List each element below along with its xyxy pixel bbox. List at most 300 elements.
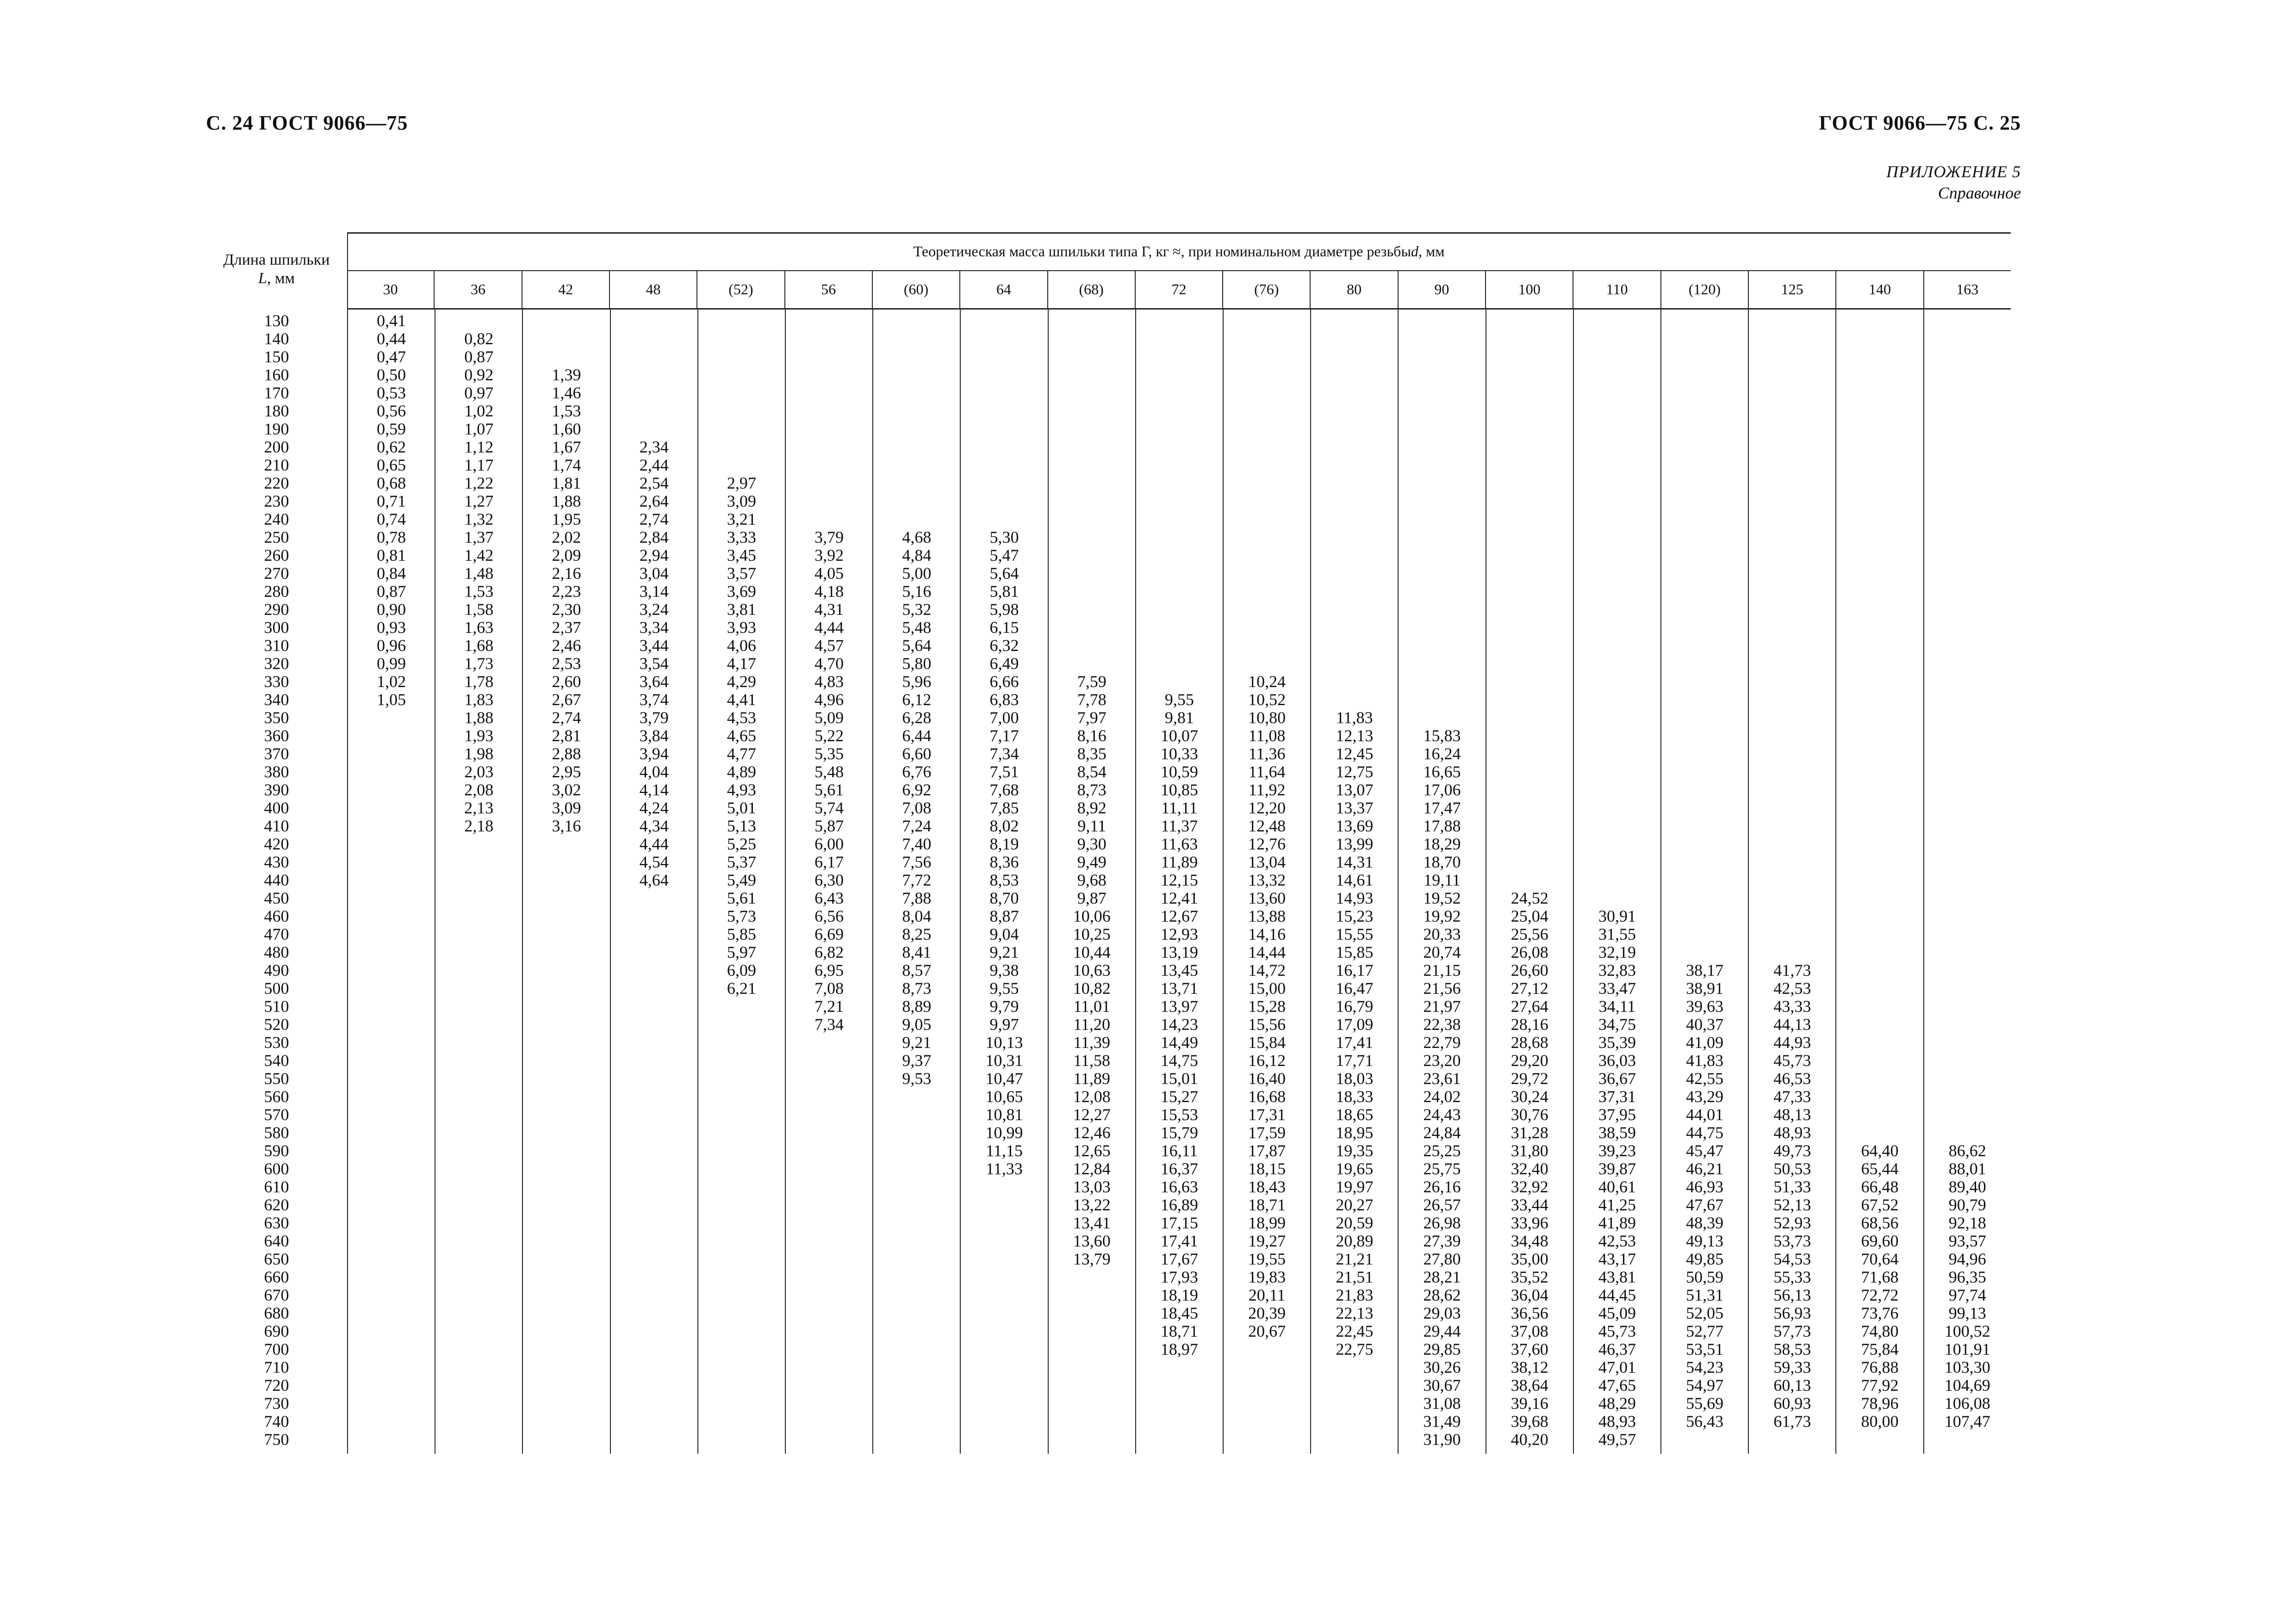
empty-cell xyxy=(1836,925,1923,943)
mass-value: 4,41 xyxy=(727,690,756,709)
empty-cell xyxy=(1311,528,1398,546)
empty-cell xyxy=(1136,456,1223,474)
empty-cell xyxy=(1049,348,1135,366)
empty-cell xyxy=(961,330,1047,348)
empty-cell xyxy=(1836,1106,1923,1124)
mass-value: 31,55 xyxy=(1598,925,1636,943)
diameter-header: 48 xyxy=(609,270,696,308)
mass-value: 15,79 xyxy=(1160,1123,1198,1142)
mass-value: 0,82 xyxy=(464,329,494,348)
empty-cell xyxy=(1574,763,1660,781)
mass-table xyxy=(206,232,2011,1454)
length-value: 460 xyxy=(264,907,289,925)
mass-value: 6,56 xyxy=(814,907,844,925)
mass-value: 25,56 xyxy=(1511,925,1548,943)
mass-value: 15,53 xyxy=(1160,1105,1198,1124)
mass-value: 1,02 xyxy=(464,402,494,420)
empty-cell xyxy=(1311,384,1398,402)
empty-cell xyxy=(873,402,960,420)
length-value: 740 xyxy=(264,1412,289,1431)
mass-value: 75,84 xyxy=(1861,1340,1899,1358)
empty-cell xyxy=(1836,348,1923,366)
mass-value: 16,68 xyxy=(1248,1087,1286,1106)
mass-value: 42,53 xyxy=(1598,1232,1636,1250)
mass-value: 6,09 xyxy=(727,961,756,979)
mass-value: 3,09 xyxy=(727,492,756,510)
mass-value: 40,61 xyxy=(1598,1178,1636,1196)
mass-value: 24,84 xyxy=(1423,1123,1461,1142)
empty-cell xyxy=(1924,1052,2011,1070)
mass-value: 49,57 xyxy=(1598,1430,1636,1449)
empty-cell xyxy=(1311,492,1398,510)
mass-value: 1,88 xyxy=(464,708,494,727)
mass-value: 54,97 xyxy=(1686,1376,1724,1395)
empty-cell xyxy=(1049,456,1135,474)
mass-value: 3,34 xyxy=(639,618,669,637)
empty-cell xyxy=(1836,619,1923,637)
mass-value: 60,93 xyxy=(1773,1394,1811,1413)
appendix-title: ПРИЛОЖЕНИЕ 5 xyxy=(1886,162,2021,181)
mass-value: 90,79 xyxy=(1948,1196,1986,1214)
empty-cell xyxy=(1836,330,1923,348)
empty-cell xyxy=(1924,637,2011,655)
mass-value: 7,88 xyxy=(902,889,932,907)
empty-cell xyxy=(1749,456,1835,474)
empty-cell xyxy=(1399,420,1485,438)
mass-value: 52,05 xyxy=(1686,1304,1724,1322)
empty-cell xyxy=(1574,637,1660,655)
mass-value: 27,12 xyxy=(1511,979,1548,998)
empty-cell xyxy=(1486,366,1573,384)
mass-value: 39,87 xyxy=(1598,1159,1636,1178)
mass-value: 6,17 xyxy=(814,853,844,871)
empty-cell xyxy=(1486,619,1573,637)
mass-value: 6,30 xyxy=(814,871,844,889)
mass-value: 10,06 xyxy=(1073,907,1111,925)
mass-value: 4,24 xyxy=(639,799,669,817)
empty-cell xyxy=(1049,546,1135,564)
mass-value: 0,41 xyxy=(377,311,406,330)
length-value: 600 xyxy=(264,1159,289,1178)
mass-value: 7,59 xyxy=(1077,672,1107,691)
mass-value: 38,17 xyxy=(1686,961,1724,979)
mass-value: 11,64 xyxy=(1248,762,1286,781)
mass-value: 9,79 xyxy=(989,997,1019,1016)
mass-value: 3,02 xyxy=(552,781,581,799)
mass-value: 13,60 xyxy=(1248,889,1286,907)
empty-cell xyxy=(1661,853,1748,871)
mass-value: 7,72 xyxy=(902,871,932,889)
empty-cell xyxy=(1311,366,1398,384)
mass-value: 0,47 xyxy=(377,347,406,366)
empty-cell xyxy=(1661,817,1748,835)
empty-cell xyxy=(1574,889,1660,907)
empty-cell xyxy=(1661,601,1748,619)
empty-cell xyxy=(1661,637,1748,655)
empty-cell xyxy=(1661,312,1748,330)
mass-value: 19,83 xyxy=(1248,1268,1286,1286)
mass-value: 1,78 xyxy=(464,672,494,691)
empty-cell xyxy=(1574,474,1660,492)
diameter-header: (68) xyxy=(1047,270,1135,308)
empty-cell xyxy=(1661,745,1748,763)
empty-cell xyxy=(611,312,697,330)
empty-cell xyxy=(1224,655,1310,673)
mass-value: 3,54 xyxy=(639,654,669,673)
length-value: 260 xyxy=(264,546,289,564)
mass-value: 13,32 xyxy=(1248,871,1286,889)
empty-cell xyxy=(1486,745,1573,763)
mass-value: 16,24 xyxy=(1423,744,1461,763)
mass-value: 3,79 xyxy=(639,708,669,727)
mass-value: 3,69 xyxy=(727,582,756,601)
empty-cell xyxy=(1836,1088,1923,1106)
mass-value: 4,70 xyxy=(814,654,844,673)
mass-value: 9,53 xyxy=(902,1069,932,1088)
empty-cell xyxy=(1486,637,1573,655)
empty-cell xyxy=(1399,655,1485,673)
empty-cell xyxy=(961,402,1047,420)
empty-cell xyxy=(873,492,960,510)
mass-value: 8,54 xyxy=(1077,762,1107,781)
mass-value: 68,56 xyxy=(1861,1214,1899,1232)
mass-value: 24,43 xyxy=(1423,1105,1461,1124)
empty-cell xyxy=(1924,1124,2011,1142)
mass-value: 0,81 xyxy=(377,546,406,564)
mass-value: 7,21 xyxy=(814,997,844,1016)
empty-cell xyxy=(698,402,785,420)
empty-cell xyxy=(1924,655,2011,673)
empty-cell xyxy=(1136,601,1223,619)
mass-value: 49,13 xyxy=(1686,1232,1724,1250)
empty-cell xyxy=(1311,619,1398,637)
mass-value: 9,55 xyxy=(989,979,1019,998)
mass-value: 0,56 xyxy=(377,402,406,420)
empty-cell xyxy=(1836,673,1923,691)
mass-value: 6,32 xyxy=(989,636,1019,655)
empty-cell xyxy=(1136,384,1223,402)
empty-cell xyxy=(961,510,1047,528)
mass-value: 16,12 xyxy=(1248,1051,1286,1070)
empty-cell xyxy=(1836,907,1923,925)
mass-value: 11,89 xyxy=(1161,853,1198,871)
mass-value: 4,83 xyxy=(814,672,844,691)
empty-cell xyxy=(1749,637,1835,655)
length-value: 390 xyxy=(264,781,289,799)
mass-value: 33,44 xyxy=(1511,1196,1548,1214)
mass-value: 5,00 xyxy=(902,564,932,583)
empty-cell xyxy=(1836,871,1923,889)
empty-cell xyxy=(1049,402,1135,420)
mass-value: 8,70 xyxy=(989,889,1019,907)
mass-value: 25,75 xyxy=(1423,1159,1461,1178)
mass-value: 0,97 xyxy=(464,384,494,402)
mass-value: 26,57 xyxy=(1423,1196,1461,1214)
mass-value: 56,13 xyxy=(1773,1286,1811,1304)
length-value: 560 xyxy=(264,1087,289,1106)
empty-cell xyxy=(1749,691,1835,709)
mass-value: 46,37 xyxy=(1598,1340,1636,1358)
mass-value: 15,27 xyxy=(1160,1087,1198,1106)
mass-value: 9,97 xyxy=(989,1015,1019,1034)
mass-value: 8,19 xyxy=(989,835,1019,853)
mass-value: 16,11 xyxy=(1161,1141,1198,1160)
mass-value: 6,83 xyxy=(989,690,1019,709)
empty-cell xyxy=(1486,564,1573,583)
mass-value: 31,49 xyxy=(1423,1412,1461,1431)
mass-value: 39,68 xyxy=(1511,1412,1548,1431)
mass-value: 9,11 xyxy=(1077,817,1107,835)
mass-value: 10,44 xyxy=(1073,943,1111,961)
empty-cell xyxy=(1574,673,1660,691)
empty-cell xyxy=(1924,853,2011,871)
mass-value: 4,17 xyxy=(727,654,756,673)
empty-cell xyxy=(1661,528,1748,546)
diameter-header: 125 xyxy=(1748,270,1835,308)
mass-value: 7,97 xyxy=(1077,708,1107,727)
empty-cell xyxy=(1836,438,1923,456)
mass-value: 13,04 xyxy=(1248,853,1286,871)
mass-header-var: d xyxy=(1411,242,1418,260)
empty-cell xyxy=(698,348,785,366)
mass-value: 7,34 xyxy=(814,1015,844,1034)
length-value: 620 xyxy=(264,1196,289,1214)
mass-value: 9,49 xyxy=(1077,853,1107,871)
length-value: 540 xyxy=(264,1051,289,1070)
empty-cell xyxy=(1136,564,1223,583)
mass-column xyxy=(1398,308,1485,1454)
empty-cell xyxy=(1136,312,1223,330)
mass-value: 2,18 xyxy=(464,817,494,835)
mass-value: 11,58 xyxy=(1073,1051,1111,1070)
mass-value: 44,45 xyxy=(1598,1286,1636,1304)
length-value: 220 xyxy=(264,474,289,492)
mass-value: 47,65 xyxy=(1598,1376,1636,1395)
mass-value: 26,98 xyxy=(1423,1214,1461,1232)
mass-value: 1,05 xyxy=(377,690,406,709)
mass-value: 56,93 xyxy=(1773,1304,1811,1322)
empty-cell xyxy=(1749,366,1835,384)
mass-value: 13,69 xyxy=(1336,817,1374,835)
empty-cell xyxy=(1749,925,1835,943)
mass-value: 12,45 xyxy=(1336,744,1374,763)
mass-value: 88,01 xyxy=(1948,1159,1986,1178)
length-value: 420 xyxy=(264,835,289,853)
empty-cell xyxy=(1661,384,1748,402)
mass-value: 39,63 xyxy=(1686,997,1724,1016)
empty-cell xyxy=(1836,745,1923,763)
mass-value: 16,47 xyxy=(1336,979,1374,998)
empty-cell xyxy=(1574,528,1660,546)
empty-cell xyxy=(1574,817,1660,835)
empty-cell xyxy=(1749,312,1835,330)
mass-value: 3,92 xyxy=(814,546,844,564)
empty-cell xyxy=(1574,402,1660,420)
empty-cell xyxy=(1049,438,1135,456)
mass-value: 0,92 xyxy=(464,366,494,384)
mass-value: 0,53 xyxy=(377,384,406,402)
mass-value: 53,51 xyxy=(1686,1340,1724,1358)
empty-cell xyxy=(1311,583,1398,601)
empty-cell xyxy=(786,312,872,330)
mass-value: 71,68 xyxy=(1861,1268,1899,1286)
empty-cell xyxy=(1749,438,1835,456)
mass-value: 17,59 xyxy=(1248,1123,1286,1142)
mass-value: 0,62 xyxy=(377,438,406,456)
mass-column xyxy=(1748,308,1835,1454)
empty-cell xyxy=(1749,474,1835,492)
empty-cell xyxy=(1749,943,1835,961)
mass-value: 3,93 xyxy=(727,618,756,637)
empty-cell xyxy=(1749,673,1835,691)
mass-value: 21,15 xyxy=(1423,961,1461,979)
mass-value: 2,95 xyxy=(552,762,581,781)
empty-cell xyxy=(1049,366,1135,384)
empty-cell xyxy=(1924,492,2011,510)
mass-value: 31,28 xyxy=(1511,1123,1548,1142)
mass-value: 8,92 xyxy=(1077,799,1107,817)
mass-value: 7,24 xyxy=(902,817,932,835)
length-value: 240 xyxy=(264,510,289,528)
mass-value: 47,01 xyxy=(1598,1358,1636,1376)
mass-value: 12,13 xyxy=(1336,726,1374,745)
mass-value: 18,95 xyxy=(1336,1123,1374,1142)
empty-cell xyxy=(1486,438,1573,456)
mass-value: 32,40 xyxy=(1511,1159,1548,1178)
length-value: 180 xyxy=(264,402,289,420)
empty-cell xyxy=(1924,943,2011,961)
mass-value: 15,56 xyxy=(1248,1015,1286,1034)
empty-cell xyxy=(1924,1088,2011,1106)
mass-value: 4,04 xyxy=(639,762,669,781)
mass-value: 5,61 xyxy=(727,889,756,907)
mass-column xyxy=(348,308,435,1454)
mass-value: 3,44 xyxy=(639,636,669,655)
mass-column xyxy=(435,308,522,1454)
empty-cell xyxy=(1749,384,1835,402)
empty-cell xyxy=(1924,727,2011,745)
empty-cell xyxy=(1311,691,1398,709)
mass-value: 38,64 xyxy=(1511,1376,1548,1395)
empty-cell xyxy=(1924,1106,2011,1124)
mass-value: 13,97 xyxy=(1160,997,1198,1016)
length-value: 340 xyxy=(264,690,289,709)
empty-cell xyxy=(611,384,697,402)
empty-cell xyxy=(786,510,872,528)
mass-value: 11,83 xyxy=(1336,708,1373,727)
mass-value: 45,73 xyxy=(1773,1051,1811,1070)
mass-value: 6,66 xyxy=(989,672,1019,691)
empty-cell xyxy=(1574,366,1660,384)
empty-cell xyxy=(1924,1070,2011,1088)
mass-value: 9,68 xyxy=(1077,871,1107,889)
mass-value: 4,89 xyxy=(727,762,756,781)
length-value: 430 xyxy=(264,853,289,871)
mass-value: 41,25 xyxy=(1598,1196,1636,1214)
mass-value: 7,08 xyxy=(902,799,932,817)
mass-value: 52,77 xyxy=(1686,1322,1724,1340)
page-header-left: С. 24 ГОСТ 9066—75 xyxy=(206,112,408,134)
empty-cell xyxy=(1224,420,1310,438)
length-value: 570 xyxy=(264,1105,289,1124)
empty-cell xyxy=(1136,420,1223,438)
mass-value: 22,75 xyxy=(1336,1340,1374,1358)
empty-cell xyxy=(1311,601,1398,619)
mass-value: 29,03 xyxy=(1423,1304,1461,1322)
mass-value: 77,92 xyxy=(1861,1376,1899,1395)
diameter-header: 42 xyxy=(522,270,609,308)
mass-value: 54,23 xyxy=(1686,1358,1724,1376)
empty-cell xyxy=(1399,601,1485,619)
empty-cell xyxy=(1924,673,2011,691)
empty-cell xyxy=(1311,673,1398,691)
empty-cell xyxy=(1224,637,1310,655)
mass-value: 6,44 xyxy=(902,726,932,745)
mass-value: 44,93 xyxy=(1773,1033,1811,1052)
mass-value: 3,94 xyxy=(639,744,669,763)
mass-value: 9,05 xyxy=(902,1015,932,1034)
length-value: 510 xyxy=(264,997,289,1016)
empty-cell xyxy=(1924,546,2011,564)
mass-value: 18,71 xyxy=(1248,1196,1286,1214)
mass-value: 34,48 xyxy=(1511,1232,1548,1250)
empty-cell xyxy=(1749,402,1835,420)
empty-cell xyxy=(1836,564,1923,583)
empty-cell xyxy=(1224,474,1310,492)
empty-cell xyxy=(873,510,960,528)
mass-value: 11,01 xyxy=(1073,997,1111,1016)
mass-value: 107,47 xyxy=(1944,1412,1990,1431)
empty-cell xyxy=(1836,1052,1923,1070)
mass-value: 10,85 xyxy=(1160,781,1198,799)
diameter-header: 80 xyxy=(1310,270,1397,308)
empty-cell xyxy=(786,474,872,492)
empty-cell xyxy=(1924,564,2011,583)
mass-value: 6,60 xyxy=(902,744,932,763)
empty-cell xyxy=(1574,619,1660,637)
empty-cell xyxy=(1924,583,2011,601)
empty-cell xyxy=(1049,528,1135,546)
empty-cell xyxy=(1661,835,1748,853)
mass-value: 11,11 xyxy=(1161,799,1198,817)
mass-value: 3,64 xyxy=(639,672,669,691)
empty-cell xyxy=(1661,366,1748,384)
mass-value: 7,40 xyxy=(902,835,932,853)
mass-value: 22,13 xyxy=(1336,1304,1374,1322)
empty-cell xyxy=(523,312,609,330)
mass-value: 48,39 xyxy=(1686,1214,1724,1232)
mass-value: 6,82 xyxy=(814,943,844,961)
mass-value: 45,09 xyxy=(1598,1304,1636,1322)
mass-value: 4,06 xyxy=(727,636,756,655)
empty-cell xyxy=(1224,438,1310,456)
mass-value: 56,43 xyxy=(1686,1412,1724,1431)
mass-value: 55,69 xyxy=(1686,1394,1724,1413)
empty-cell xyxy=(1836,583,1923,601)
mass-value: 8,04 xyxy=(902,907,932,925)
mass-value: 3,84 xyxy=(639,726,669,745)
mass-value: 32,83 xyxy=(1598,961,1636,979)
empty-cell xyxy=(1136,402,1223,420)
empty-cell xyxy=(1136,655,1223,673)
empty-cell xyxy=(1049,564,1135,583)
mass-value: 12,75 xyxy=(1336,762,1374,781)
mass-value: 5,64 xyxy=(989,564,1019,583)
empty-cell xyxy=(611,330,697,348)
mass-value: 4,84 xyxy=(902,546,932,564)
empty-cell xyxy=(1836,691,1923,709)
mass-value: 2,16 xyxy=(552,564,581,583)
